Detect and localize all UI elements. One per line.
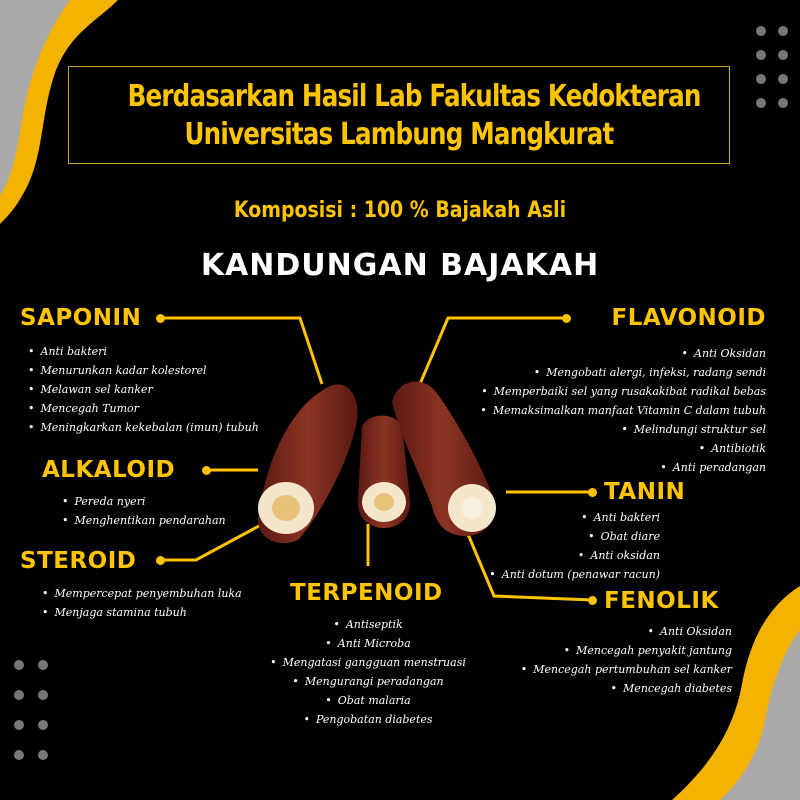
list-item: • Anti bakteri [28,342,259,361]
list-item: • Obat malaria [248,691,488,710]
steroid-list [42,584,242,622]
list-item: • Menjaga stamina tubuh [42,603,242,622]
list-item: • Obat diare [480,527,660,546]
terpenoid-list [248,615,488,729]
fenolik-dot [588,596,597,605]
saponin-dot [156,314,165,323]
list-item: • Mengurangi peradangan [248,672,488,691]
steroid-heading: STEROID [20,548,137,574]
list-item: • Mengobati alergi, infeksi, radang sendi [420,363,766,382]
header-line-2: Universitas Lambung Mangkurat [184,117,614,152]
tanin-dot [588,488,597,497]
list-item: • Menghentikan pendarahan [62,511,226,530]
list-item: • Anti dotum (penawar racun) [480,565,660,584]
list-item: • Mempercepat penyembuhan luka [42,584,242,603]
composition-text: Komposisi : 100 % Bajakah Asli [233,198,567,223]
list-item: • Memperbaiki sel yang rusakakibat radikal bebas [420,382,766,401]
list-item: • Melindungi struktur sel [420,420,766,439]
list-item: • Anti Oksidan [476,622,732,641]
list-item: • Memaksimalkan manfaat Vitamin C dalam tubuh [420,401,766,420]
steroid-dot [156,556,165,565]
list-item: • Antiseptik [248,615,488,634]
list-item: • Melawan sel kanker [28,380,259,399]
list-item: • Anti Microba [248,634,488,653]
list-item: • Anti Oksidan [420,344,766,363]
main-title: KANDUNGAN BAJAKAH [200,248,600,283]
saponin-heading: SAPONIN [20,305,142,331]
alkaloid-list [62,492,226,530]
tanin-heading: TANIN [604,479,686,505]
fenolik-heading: FENOLIK [604,588,719,614]
flavonoid-heading: FLAVONOID [611,305,766,331]
tanin-list [480,508,660,584]
flavonoid-dot [562,314,571,323]
list-item: • Anti bakteri [480,508,660,527]
terpenoid-heading: TERPENOID [290,580,443,606]
list-item: • Anti peradangan [420,458,766,477]
root-piece-left [258,384,358,543]
header-line-1: Berdasarkan Hasil Lab Fakultas Kedokteran [127,79,701,114]
flavonoid-list [420,344,766,477]
list-item: • Mengatasi gangguan menstruasi [248,653,488,672]
alkaloid-heading: ALKALOID [42,457,176,483]
alkaloid-dot [202,466,211,475]
list-item: • Anti oksidan [480,546,660,565]
list-item: • Mencegah pertumbuhan sel kanker [476,660,732,679]
list-item: • Menurunkan kadar kolestorel [28,361,259,380]
list-item: • Meningkarkan kekebalan (imun) tubuh [28,418,259,437]
list-item: • Mencegah diabetes [476,679,732,698]
list-item: • Pereda nyeri [62,492,226,511]
saponin-list [28,342,259,437]
fenolik-list [476,622,732,698]
list-item: • Mencegah penyakit jantung [476,641,732,660]
list-item: • Antibiotik [420,439,766,458]
list-item: • Pengobatan diabetes [248,710,488,729]
list-item: • Mencegah Tumor [28,399,259,418]
